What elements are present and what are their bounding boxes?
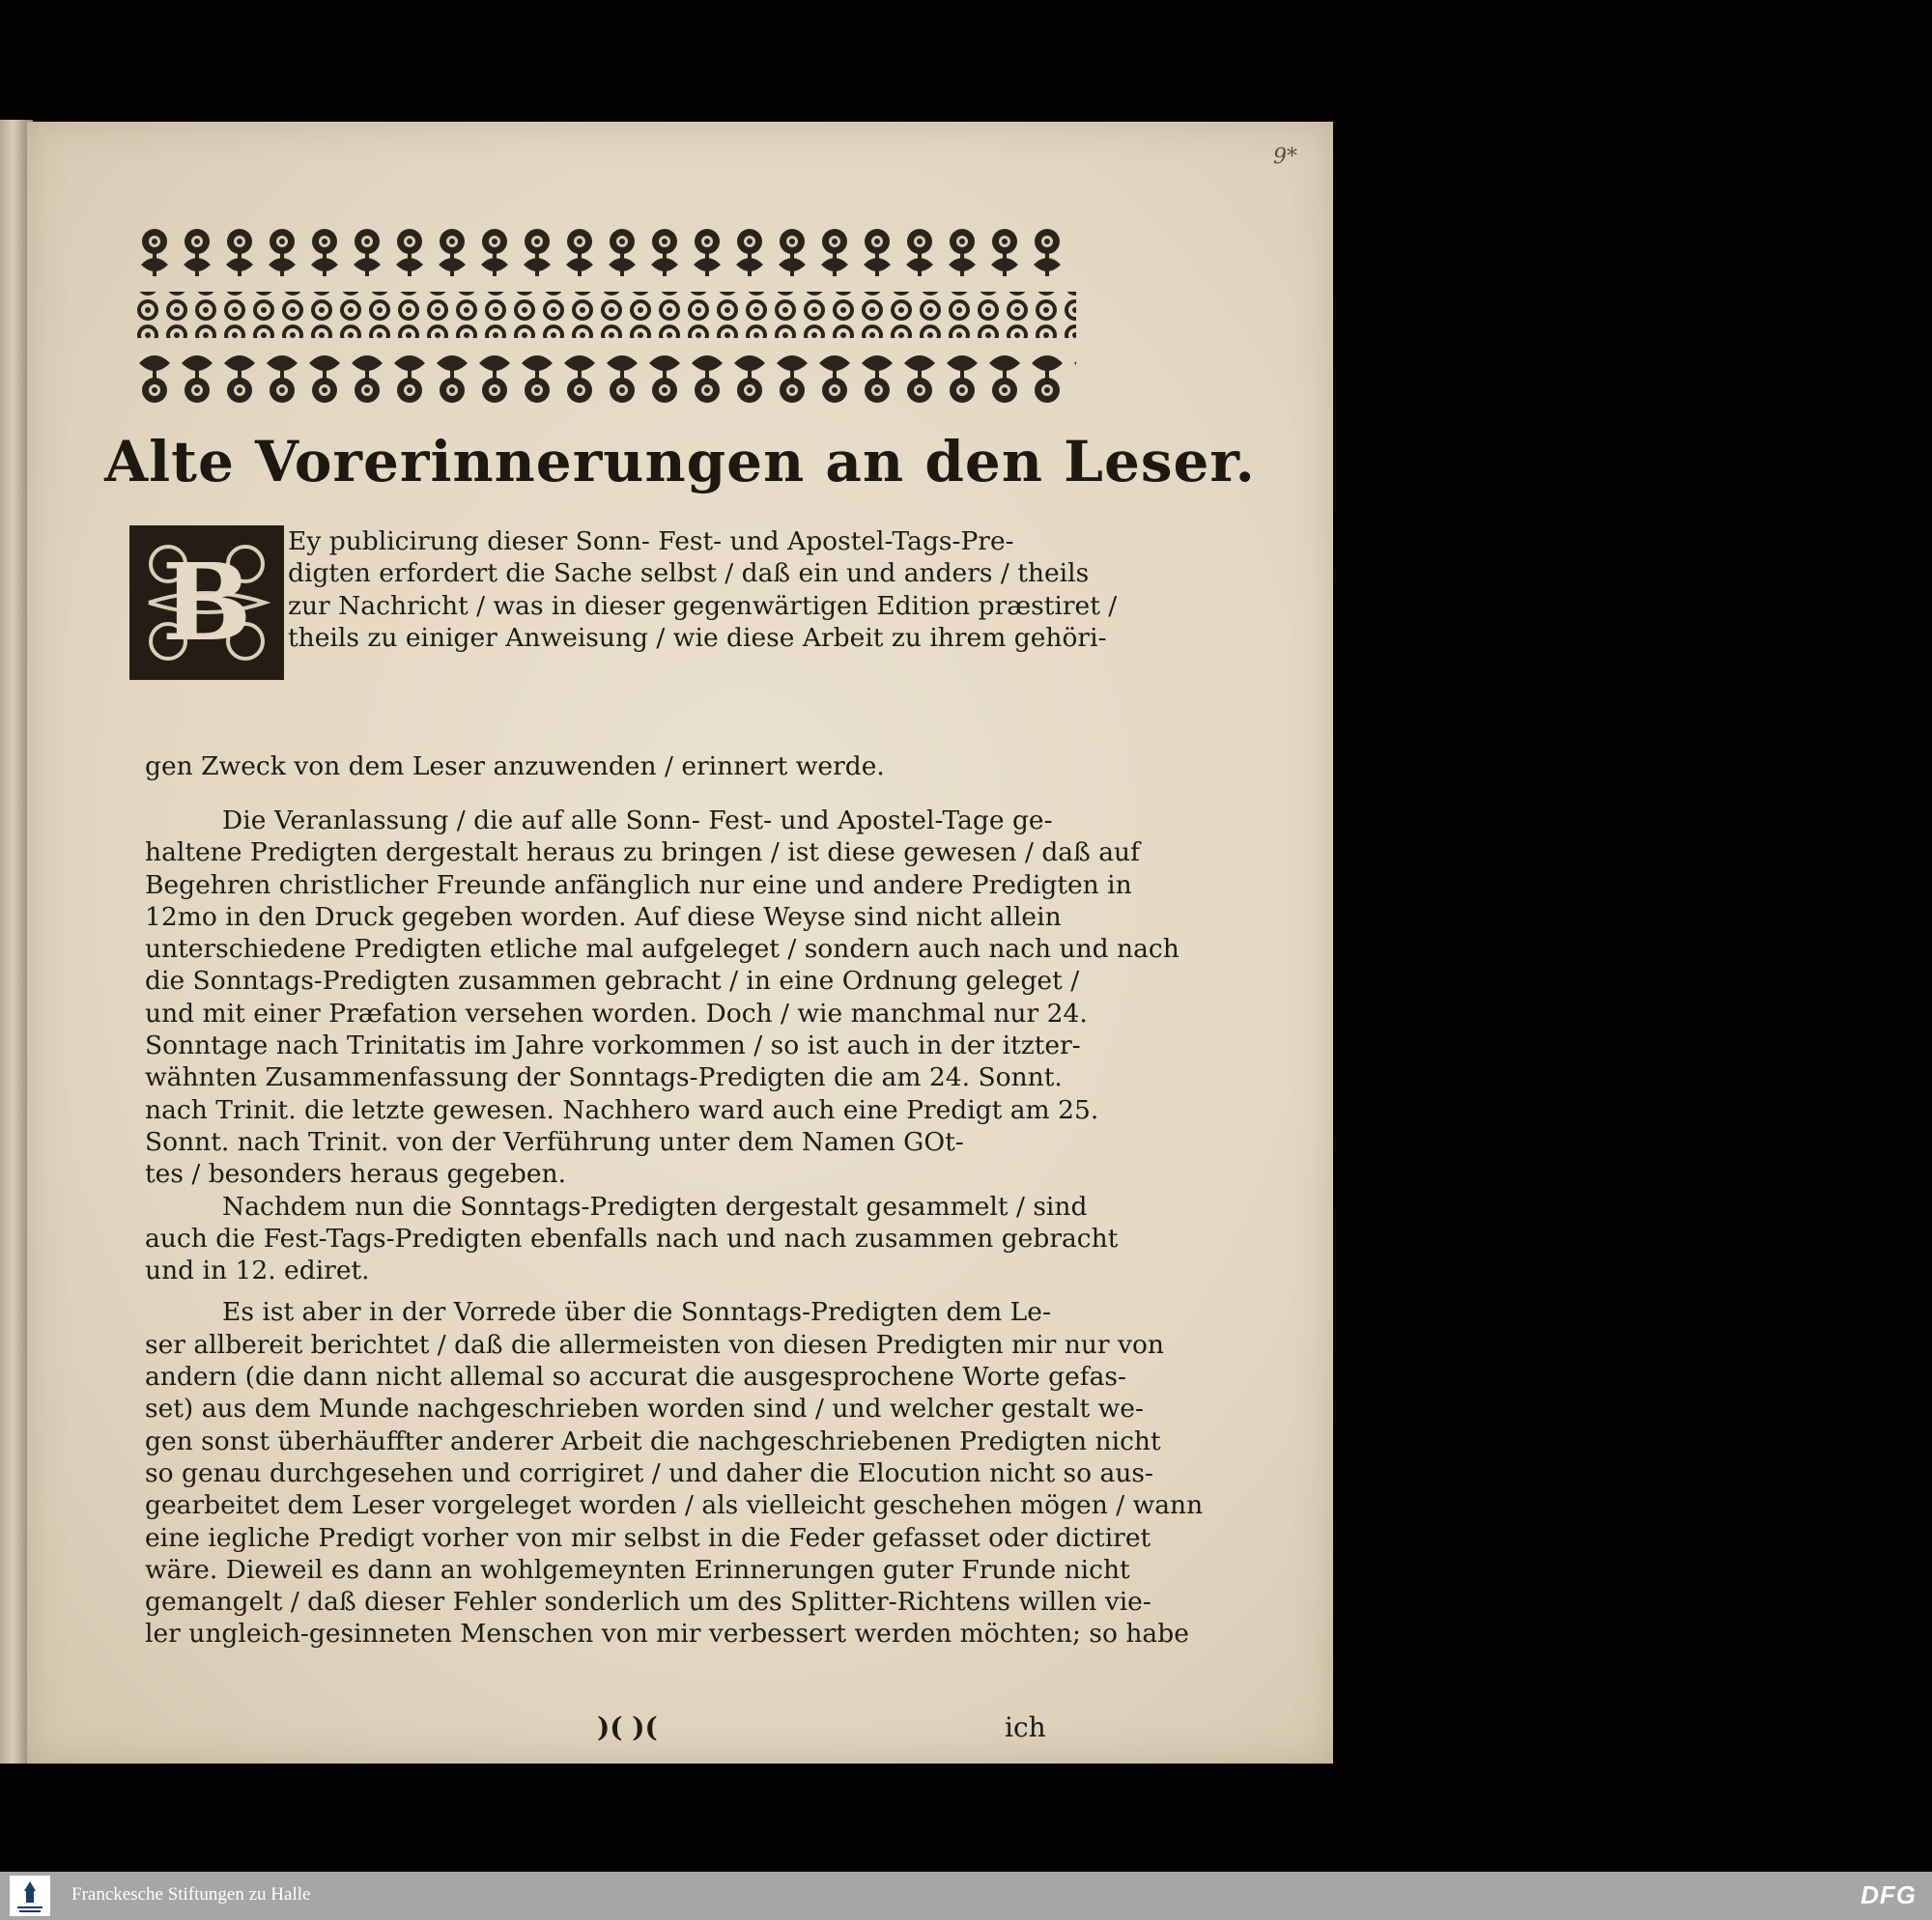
text-line: Sonnt. nach Trinit. von der Verführung unter dem Namen GOt-: [145, 1126, 964, 1157]
paragraph-gap: [145, 1286, 1203, 1296]
text-line: wäre. Dieweil es dann an wohlgemeynten Erinnerungen guter Frunde nicht: [145, 1554, 1130, 1585]
page-title: Alte Vorerinnerungen an den Leser.: [104, 429, 1256, 494]
institution-name: Franckesche Stiftungen zu Halle: [71, 1884, 311, 1905]
text-line: und mit einer Præfation versehen worden. Doch / wie manchmal nur 24.: [145, 998, 1088, 1029]
body-text: [145, 805, 1203, 1651]
signature-mark: )( )(: [597, 1711, 658, 1743]
text-line: zur Nachricht / was in dieser gegenwärtigen Edition præstiret /: [288, 590, 1118, 621]
catchword: ich: [1005, 1711, 1046, 1743]
dfg-logo: DFG: [1861, 1880, 1917, 1909]
text-line: Die Veranlassung / die auf alle Sonn- Fest- und Apostel-Tage ge-: [222, 805, 1053, 835]
text-line: Nachdem nun die Sonntags-Predigten dergestalt gesammelt / sind: [222, 1191, 1088, 1222]
text-line: ser allbereit berichtet / daß die allermeisten von diesen Predigten mir nur von: [145, 1329, 1164, 1360]
text-line: so genau durchgesehen und corrigiret / und daher die Elocution nicht so aus-: [145, 1457, 1153, 1488]
folio-mark: 9*: [1273, 145, 1297, 169]
text-line: set) aus dem Munde nachgeschrieben worden sind / und welcher gestalt we-: [145, 1394, 1144, 1425]
text-line: digten erfordert die Sache selbst / daß ein und anders / theils: [288, 558, 1090, 589]
text-line: Ey publicirung dieser Sonn- Fest- und Apostel-Tags-Pre-: [288, 526, 1014, 556]
text-line: Sonntage nach Trinitatis im Jahre vorkommen / so ist auch in der itzter-: [145, 1031, 1081, 1061]
viewer-footer: [0, 1872, 1932, 1920]
paragraph-1-last-line: [145, 750, 885, 782]
text-line: gearbeitet dem Leser vorgeleget worden / als vielleicht geschehen mögen / wann: [145, 1490, 1204, 1521]
franckesche-stiftungen-logo-icon: [10, 1876, 50, 1916]
text-line: nach Trinit. die letzte gewesen. Nachhero ward auch eine Predigt am 25.: [145, 1094, 1099, 1125]
paragraph-1-first-lines: [288, 525, 1117, 654]
text-line: 12mo in den Druck gegeben worden. Auf diese Weyse sind nicht allein: [145, 901, 1062, 932]
text-line: haltene Predigten dergestalt heraus zu bringen / ist diese gewesen / daß auf: [145, 837, 1140, 868]
svg-text:B: B: [161, 540, 252, 664]
page-foot: [27, 1711, 1333, 1746]
drop-cap-initial: [129, 525, 284, 680]
text-line: gen sonst überhäuffter anderer Arbeit die nachgeschriebenen Predigten nicht: [145, 1426, 1161, 1456]
text-line: unterschiedene Predigten etliche mal aufgeleget / sondern auch nach und nach: [145, 934, 1179, 965]
text-line: andern (die dann nicht allemal so accurat die ausgesprochene Worte gefas-: [145, 1362, 1126, 1393]
text-line: die Sonntags-Predigten zusammen gebracht / in eine Ordnung geleget /: [145, 966, 1080, 997]
ornament-band: [133, 222, 1076, 406]
text-line: gen Zweck von dem Leser anzuwenden / erinnert werde.: [145, 751, 885, 781]
text-line: auch die Fest-Tags-Predigten ebenfalls nach und nach zusammen gebracht: [145, 1223, 1119, 1254]
text-line: gemangelt / daß dieser Fehler sonderlich um des Splitter-Richtens willen vie-: [145, 1587, 1151, 1618]
text-line: wähnten Zusammenfassung der Sonntags-Predigten die am 24. Sonnt.: [145, 1062, 1063, 1093]
document-page: [27, 122, 1333, 1764]
text-line: Es ist aber in der Vorrede über die Sonntags-Predigten dem Le-: [222, 1297, 1051, 1328]
text-line: und in 12. ediret.: [145, 1256, 370, 1286]
text-line: eine iegliche Predigt vorher von mir selbst in die Feder gefasset oder dictiret: [145, 1522, 1151, 1553]
text-line: tes / besonders heraus gegeben.: [145, 1159, 567, 1190]
text-line: ler ungleich-gesinneten Menschen von mir verbessert werden möchten; so habe: [145, 1619, 1189, 1650]
text-line: theils zu einiger Anweisung / wie diese Arbeit zu ihrem gehöri-: [288, 622, 1107, 653]
text-line: Begehren christlicher Freunde anfänglich nur eine und andere Predigten in: [145, 869, 1132, 900]
